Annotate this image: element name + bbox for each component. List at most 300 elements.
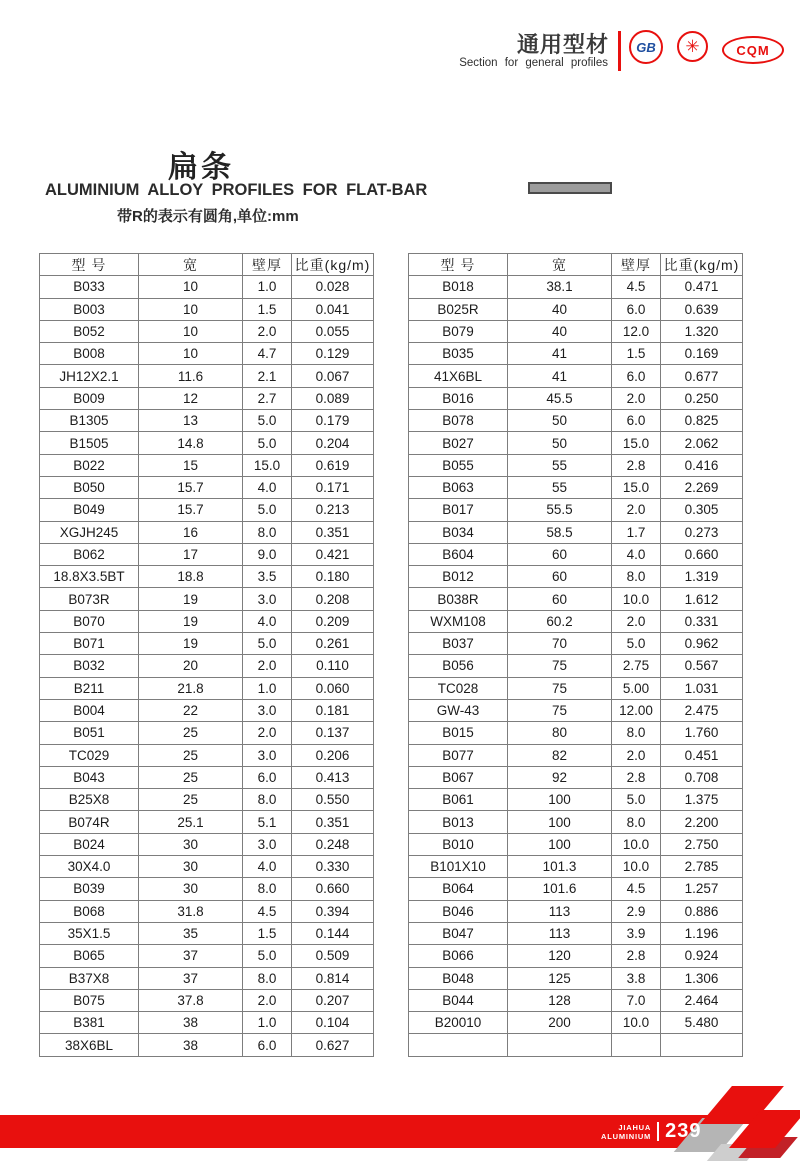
table-cell: 0.028	[292, 276, 374, 298]
table-cell: 2.269	[661, 476, 743, 498]
table-cell: B051	[40, 722, 139, 744]
table-row	[40, 387, 374, 409]
table-row	[40, 744, 374, 766]
table-cell: 1.0	[243, 276, 292, 298]
table-row	[40, 655, 374, 677]
table-row	[40, 945, 374, 967]
table-cell: 55.5	[508, 499, 612, 521]
table-cell: 5.0	[243, 432, 292, 454]
table-row	[409, 833, 743, 855]
table-row	[409, 276, 743, 298]
table-cell: 0.627	[292, 1034, 374, 1056]
table-cell: 16	[139, 521, 243, 543]
table-cell: 1.375	[661, 789, 743, 811]
table-cell: 0.209	[292, 610, 374, 632]
table-cell: 8.0	[243, 521, 292, 543]
table-cell	[612, 1034, 661, 1056]
table-cell: 2.1	[243, 365, 292, 387]
table-cell: 6.0	[612, 365, 661, 387]
table-cell: 15	[139, 454, 243, 476]
table-cell: 25	[139, 722, 243, 744]
table-cell: 12	[139, 387, 243, 409]
table-cell: 50	[508, 410, 612, 432]
table-cell: 0.416	[661, 454, 743, 476]
table-cell: 0.471	[661, 276, 743, 298]
table-row	[40, 499, 374, 521]
table-cell: B044	[409, 989, 508, 1011]
table-cell: 0.144	[292, 922, 374, 944]
table-cell: 4.5	[612, 276, 661, 298]
table-row	[409, 766, 743, 788]
table-cell: 0.421	[292, 543, 374, 565]
table-cell: B064	[409, 878, 508, 900]
table-cell: 10.0	[612, 833, 661, 855]
column-header: 型 号	[409, 254, 508, 276]
table-cell: 0.394	[292, 900, 374, 922]
table-cell: 125	[508, 967, 612, 989]
table-cell: XGJH245	[40, 521, 139, 543]
table-row	[409, 365, 743, 387]
table-row	[409, 856, 743, 878]
table-cell: B038R	[409, 588, 508, 610]
table-cell: 0.660	[292, 878, 374, 900]
table-cell: 15.0	[243, 454, 292, 476]
table-cell: 0.814	[292, 967, 374, 989]
table-cell: 0.204	[292, 432, 374, 454]
table-row	[409, 298, 743, 320]
table-cell: 15.0	[612, 476, 661, 498]
table-cell: 2.0	[243, 655, 292, 677]
table-cell: B048	[409, 967, 508, 989]
table-cell: 55	[508, 476, 612, 498]
table-row	[409, 722, 743, 744]
table-cell: 41	[508, 365, 612, 387]
table-cell: 2.475	[661, 699, 743, 721]
table-cell: 0.180	[292, 566, 374, 588]
table-cell: B009	[40, 387, 139, 409]
table-cell: 1.760	[661, 722, 743, 744]
table-row	[40, 878, 374, 900]
table-cell: 2.9	[612, 900, 661, 922]
table-row	[40, 922, 374, 944]
table-cell: 1.5	[243, 298, 292, 320]
table-cell: 25.1	[139, 811, 243, 833]
table-cell: 0.248	[292, 833, 374, 855]
table-row	[40, 476, 374, 498]
table-cell: 15.7	[139, 476, 243, 498]
table-cell: 1.612	[661, 588, 743, 610]
table-cell: B034	[409, 521, 508, 543]
table-cell: 1.306	[661, 967, 743, 989]
table-cell: 10.0	[612, 588, 661, 610]
table-cell: 6.0	[612, 410, 661, 432]
table-row	[40, 343, 374, 365]
table-cell: 2.062	[661, 432, 743, 454]
table-cell: 0.181	[292, 699, 374, 721]
table-row	[409, 900, 743, 922]
table-cell: 60	[508, 566, 612, 588]
table-row	[409, 387, 743, 409]
table-cell: 18.8X3.5BT	[40, 566, 139, 588]
table-cell: 0.567	[661, 655, 743, 677]
table-cell: 8.0	[612, 722, 661, 744]
table-cell: 15.7	[139, 499, 243, 521]
table-cell: 14.8	[139, 432, 243, 454]
table-cell: 2.785	[661, 856, 743, 878]
table-cell: 0.171	[292, 476, 374, 498]
table-cell: JH12X2.1	[40, 365, 139, 387]
table-cell: 1.0	[243, 1012, 292, 1034]
table-cell: 41X6BL	[409, 365, 508, 387]
table-cell: B079	[409, 320, 508, 342]
table-cell: 1.257	[661, 878, 743, 900]
table-cell: 113	[508, 900, 612, 922]
table-row	[40, 722, 374, 744]
table-cell: 0.825	[661, 410, 743, 432]
table-cell: WXM108	[409, 610, 508, 632]
table-row	[409, 320, 743, 342]
table-cell: 10	[139, 298, 243, 320]
table-cell: 113	[508, 922, 612, 944]
table-cell: 0.207	[292, 989, 374, 1011]
table-cell: B075	[40, 989, 139, 1011]
table-cell: 0.169	[661, 343, 743, 365]
table-cell: 100	[508, 833, 612, 855]
table-cell: 0.110	[292, 655, 374, 677]
table-cell: B20010	[409, 1012, 508, 1034]
table-cell: B101X10	[409, 856, 508, 878]
table-cell: 3.0	[243, 699, 292, 721]
table-cell: 40	[508, 320, 612, 342]
table-cell: 0.104	[292, 1012, 374, 1034]
table-cell	[409, 1034, 508, 1056]
table-cell: 1.7	[612, 521, 661, 543]
table-cell: 21.8	[139, 677, 243, 699]
table-row	[409, 789, 743, 811]
table-cell: 3.0	[243, 588, 292, 610]
table-cell: B008	[40, 343, 139, 365]
table-cell: 22	[139, 699, 243, 721]
table-cell: 6.0	[612, 298, 661, 320]
table-cell: B016	[409, 387, 508, 409]
table-cell: 0.055	[292, 320, 374, 342]
table-cell: 38	[139, 1034, 243, 1056]
table-cell: B015	[409, 722, 508, 744]
footer-content	[601, 1119, 701, 1144]
table-row	[409, 945, 743, 967]
table-cell: 2.0	[612, 387, 661, 409]
table-cell: 0.206	[292, 744, 374, 766]
table-row	[409, 521, 743, 543]
table-cell: 8.0	[612, 811, 661, 833]
table-cell: 3.8	[612, 967, 661, 989]
footer-brand	[601, 1123, 651, 1141]
table-cell: 5.0	[612, 633, 661, 655]
table-cell: 2.0	[612, 744, 661, 766]
table-cell: 101.6	[508, 878, 612, 900]
table-cell: 1.320	[661, 320, 743, 342]
table-cell: B047	[409, 922, 508, 944]
table-cell: 11.6	[139, 365, 243, 387]
table-cell: B039	[40, 878, 139, 900]
table-cell: B035	[409, 343, 508, 365]
table-row	[409, 588, 743, 610]
table-row	[40, 610, 374, 632]
table-cell: 2.0	[612, 610, 661, 632]
table-row	[409, 432, 743, 454]
table-cell: B065	[40, 945, 139, 967]
table-cell: 25	[139, 766, 243, 788]
table-row	[40, 699, 374, 721]
table-cell: 0.619	[292, 454, 374, 476]
page-title-cn: 扁条	[168, 151, 234, 184]
table-cell: 3.0	[243, 744, 292, 766]
table-cell: 5.0	[243, 499, 292, 521]
table-cell: 60	[508, 543, 612, 565]
table-cell: 30	[139, 878, 243, 900]
table-cell: B013	[409, 811, 508, 833]
table-cell: 0.962	[661, 633, 743, 655]
table-cell: B25X8	[40, 789, 139, 811]
table-cell: B025R	[409, 298, 508, 320]
table-row	[409, 744, 743, 766]
table-cell: 37.8	[139, 989, 243, 1011]
gb-logo-text: GB	[636, 39, 656, 55]
table-cell: 1.196	[661, 922, 743, 944]
table-row	[40, 566, 374, 588]
footer-brand-line1: JIAHUA	[618, 1122, 652, 1132]
table-cell: 3.0	[243, 833, 292, 855]
table-cell	[661, 1034, 743, 1056]
table-row	[409, 878, 743, 900]
table-cell: 0.273	[661, 521, 743, 543]
table-cell: 2.7	[243, 387, 292, 409]
table-cell: 13	[139, 410, 243, 432]
table-cell: 0.137	[292, 722, 374, 744]
table-cell: 12.0	[612, 320, 661, 342]
table-row	[40, 833, 374, 855]
section-title-cn: 通用型材	[516, 32, 609, 57]
table-cell: 0.089	[292, 387, 374, 409]
gb-certification-logo-icon	[629, 30, 663, 64]
table-cell: B067	[409, 766, 508, 788]
table-cell: 0.331	[661, 610, 743, 632]
table-cell: 2.0	[243, 722, 292, 744]
table-cell: 2.200	[661, 811, 743, 833]
table-cell: 55	[508, 454, 612, 476]
table-row	[40, 856, 374, 878]
table-cell: B046	[409, 900, 508, 922]
table-cell: 70	[508, 633, 612, 655]
table-cell: 18.8	[139, 566, 243, 588]
table-cell: 2.750	[661, 833, 743, 855]
table-cell: 5.00	[612, 677, 661, 699]
table-cell: 100	[508, 811, 612, 833]
table-cell: 10.0	[612, 1012, 661, 1034]
quality-wheel-logo-icon	[677, 31, 708, 62]
table-cell: 0.708	[661, 766, 743, 788]
table-cell: 0.041	[292, 298, 374, 320]
table-row	[409, 343, 743, 365]
column-header: 比重(kg/m)	[661, 254, 743, 276]
table-row	[40, 588, 374, 610]
table-row	[40, 1012, 374, 1034]
table-cell: 1.319	[661, 566, 743, 588]
table-cell: 31.8	[139, 900, 243, 922]
table-cell: 4.0	[243, 856, 292, 878]
table-cell: 25	[139, 789, 243, 811]
table-cell: 0.413	[292, 766, 374, 788]
wheel-logo-glyph: ✳	[685, 37, 700, 56]
table-row	[409, 543, 743, 565]
table-header-row	[409, 254, 743, 276]
table-row	[409, 677, 743, 699]
table-cell: 3.5	[243, 566, 292, 588]
table-cell: 0.129	[292, 343, 374, 365]
table-row	[409, 1012, 743, 1034]
table-cell: B024	[40, 833, 139, 855]
table-cell: B1505	[40, 432, 139, 454]
table-cell: 82	[508, 744, 612, 766]
table-cell: 10	[139, 320, 243, 342]
table-cell: 19	[139, 633, 243, 655]
table-cell: 0.060	[292, 677, 374, 699]
table-cell: B063	[409, 476, 508, 498]
table-cell: 0.261	[292, 633, 374, 655]
table-row	[40, 276, 374, 298]
table-cell: 30	[139, 833, 243, 855]
table-cell: 17	[139, 543, 243, 565]
table-cell: 0.351	[292, 521, 374, 543]
table-cell: B066	[409, 945, 508, 967]
table-cell: 80	[508, 722, 612, 744]
table-cell: 75	[508, 677, 612, 699]
table-cell: 4.0	[612, 543, 661, 565]
section-title-en: Section for general profiles	[459, 57, 608, 69]
footer-brand-line2: ALUMINIUM	[601, 1131, 652, 1141]
table-cell: 0.067	[292, 365, 374, 387]
table-cell: 1.5	[243, 922, 292, 944]
cqm-logo-text: CQM	[736, 42, 770, 58]
table-cell: 2.0	[612, 499, 661, 521]
table-row	[409, 476, 743, 498]
table-cell: B211	[40, 677, 139, 699]
table-cell: B056	[409, 655, 508, 677]
table-cell: 5.1	[243, 811, 292, 833]
table-cell: 0.179	[292, 410, 374, 432]
table-cell: 1.031	[661, 677, 743, 699]
table-row	[40, 365, 374, 387]
page-title-en: ALUMINIUM ALLOY PROFILES FOR FLAT-BAR	[45, 181, 428, 199]
table-row	[409, 922, 743, 944]
table-cell: 60.2	[508, 610, 612, 632]
table-cell: 75	[508, 699, 612, 721]
table-cell: 5.0	[612, 789, 661, 811]
flat-bar-profile-image	[528, 182, 612, 194]
table-cell: 58.5	[508, 521, 612, 543]
table-cell: 8.0	[243, 789, 292, 811]
table-cell: 6.0	[243, 1034, 292, 1056]
table-cell: 5.0	[243, 410, 292, 432]
table-row	[40, 677, 374, 699]
table-cell: 5.480	[661, 1012, 743, 1034]
table-cell: B043	[40, 766, 139, 788]
table-row	[409, 811, 743, 833]
column-header: 壁厚	[243, 254, 292, 276]
table-cell: B012	[409, 566, 508, 588]
table-cell: 0.886	[661, 900, 743, 922]
table-cell: 0.351	[292, 811, 374, 833]
table-cell: 8.0	[612, 566, 661, 588]
table-row	[40, 1034, 374, 1056]
table-row	[40, 521, 374, 543]
table-row	[40, 298, 374, 320]
table-cell: B022	[40, 454, 139, 476]
table-cell: 38	[139, 1012, 243, 1034]
header-red-divider	[618, 31, 621, 71]
table-row	[40, 900, 374, 922]
table-row	[409, 454, 743, 476]
table-cell: 0.330	[292, 856, 374, 878]
table-cell: 35	[139, 922, 243, 944]
table-cell: 37	[139, 945, 243, 967]
table-cell: 38.1	[508, 276, 612, 298]
table-cell: 0.550	[292, 789, 374, 811]
table-cell: 75	[508, 655, 612, 677]
column-header: 壁厚	[612, 254, 661, 276]
table-row	[40, 633, 374, 655]
table-cell: 128	[508, 989, 612, 1011]
table-cell: 0.250	[661, 387, 743, 409]
table-cell: 15.0	[612, 432, 661, 454]
table-cell: 40	[508, 298, 612, 320]
table-cell: 41	[508, 343, 612, 365]
table-cell: B032	[40, 655, 139, 677]
table-cell: B050	[40, 476, 139, 498]
column-header: 比重(kg/m)	[292, 254, 374, 276]
table-cell: 0.639	[661, 298, 743, 320]
table-row	[409, 655, 743, 677]
table-cell: B033	[40, 276, 139, 298]
table-header-row	[40, 254, 374, 276]
table-row	[40, 432, 374, 454]
table-cell: 0.451	[661, 744, 743, 766]
table-row	[409, 610, 743, 632]
table-row	[40, 320, 374, 342]
table-cell: 2.8	[612, 766, 661, 788]
table-cell: 7.0	[612, 989, 661, 1011]
footer-divider	[657, 1122, 659, 1141]
table-cell: B37X8	[40, 967, 139, 989]
table-cell: 2.0	[243, 320, 292, 342]
table-cell: 101.3	[508, 856, 612, 878]
table-cell: 25	[139, 744, 243, 766]
table-cell: 0.305	[661, 499, 743, 521]
table-cell: 19	[139, 610, 243, 632]
table-cell: B074R	[40, 811, 139, 833]
table-cell: 2.0	[243, 989, 292, 1011]
column-header: 型 号	[40, 254, 139, 276]
table-cell: GW-43	[409, 699, 508, 721]
table-cell: B004	[40, 699, 139, 721]
table-cell: 30	[139, 856, 243, 878]
table-cell: 3.9	[612, 922, 661, 944]
table-row	[40, 543, 374, 565]
table-cell: B071	[40, 633, 139, 655]
table-cell: 0.213	[292, 499, 374, 521]
table-cell: B055	[409, 454, 508, 476]
table-cell: 6.0	[243, 766, 292, 788]
